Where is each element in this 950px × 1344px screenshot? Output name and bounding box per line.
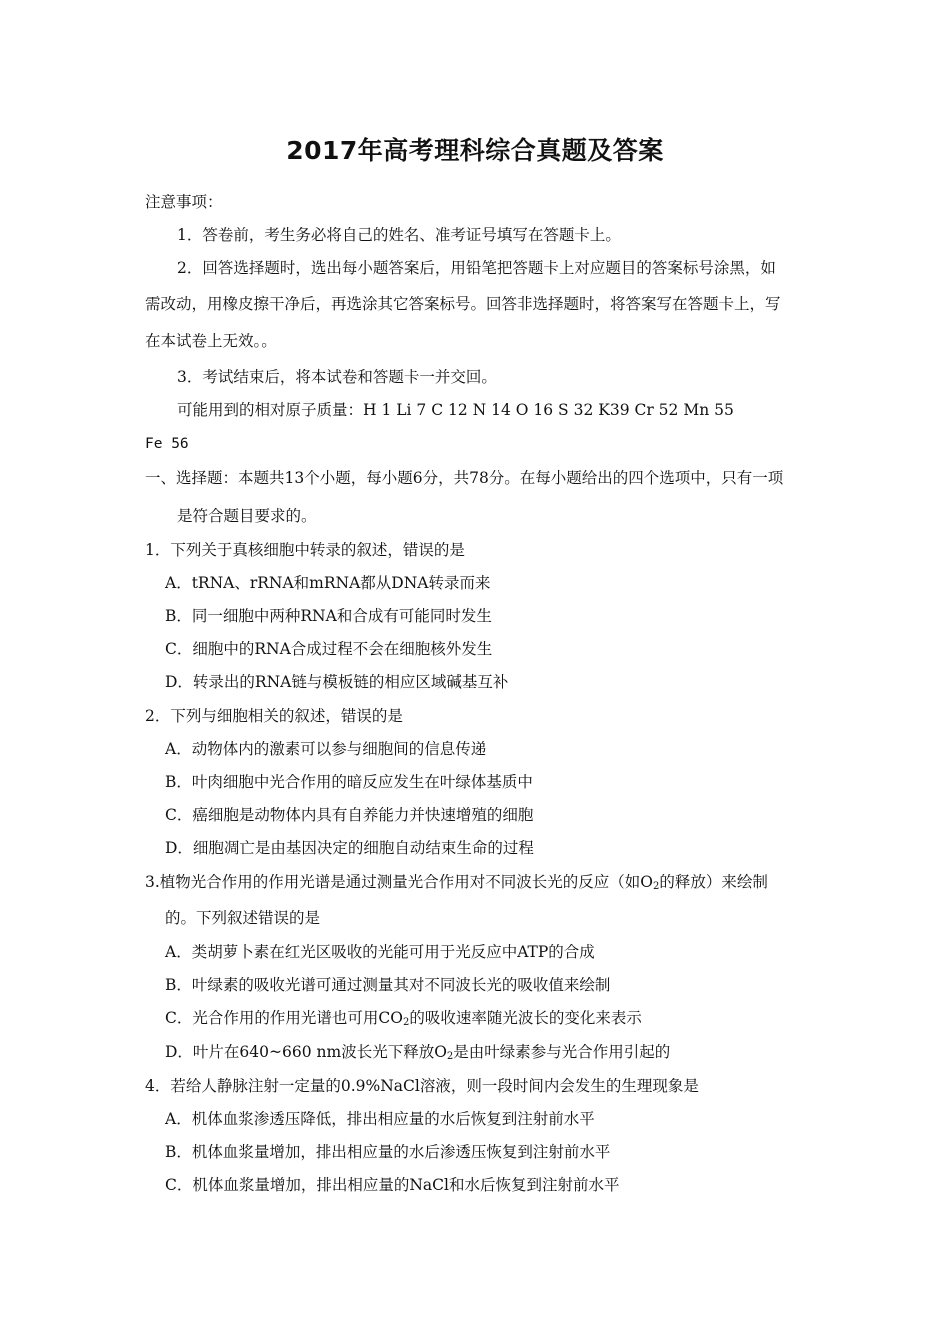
subscript-2: 2 — [653, 881, 660, 892]
question-3-option-d — [165, 1041, 670, 1063]
question-4-stem: 4．若给人静脉注射一定量的0.9%NaCl溶液，则一段时间内会发生的生理现象是 — [145, 1077, 699, 1095]
question-3-stem-text-end: 的释放）来绘制 — [659, 873, 768, 891]
question-3-option-b: B．叶绿素的吸收光谱可通过测量其对不同波长光的吸收值来绘制 — [165, 976, 611, 994]
subscript-2: 2 — [402, 1017, 410, 1028]
question-1-option-c: C．细胞中的RNA合成过程不会在细胞核外发生 — [165, 640, 493, 658]
atomic-mass-line-1: 可能用到的相对原子质量：H 1 Li 7 C 12 N 14 O 16 S 32 K39 Cr 52 Mn 55 — [177, 401, 734, 419]
notice-item-3: 3．考试结束后，将本试卷和答题卡一并交回。 — [177, 368, 497, 386]
question-1-option-d: D．转录出的RNA链与模板链的相应区域碱基互补 — [165, 673, 509, 691]
question-3-option-c-text: C．光合作用的作用光谱也可用CO — [165, 1009, 403, 1027]
question-2-option-d: D．细胞凋亡是由基因决定的细胞自动结束生命的过程 — [165, 839, 534, 857]
question-2-option-c: C．癌细胞是动物体内具有自养能力并快速增殖的细胞 — [165, 806, 534, 824]
question-3-option-d-text-end: 是由叶绿素参与光合作用引起的 — [453, 1043, 671, 1061]
question-4-option-a: A．机体血浆渗透压降低，排出相应量的水后恢复到注射前水平 — [165, 1110, 595, 1128]
notice-item-2-line-3: 在本试卷上无效。。 — [145, 332, 277, 350]
subscript-2: 2 — [446, 1051, 454, 1062]
question-3-option-c — [165, 1007, 642, 1029]
question-3-stem-text: 3.植物光合作用的作用光谱是通过测量光合作用对不同波长光的反应（如O — [145, 873, 653, 891]
question-3-stem-line-1 — [145, 871, 768, 893]
notice-item-1: 1．答卷前，考生务必将自己的姓名、准考证号填写在答题卡上。 — [177, 226, 621, 244]
question-4-option-b: B．机体血浆量增加，排出相应量的水后渗透压恢复到注射前水平 — [165, 1143, 611, 1161]
section-heading-line-2: 是符合题目要求的。 — [177, 507, 317, 525]
question-1-option-a: A．tRNA、rRNA和mRNA都从DNA转录而来 — [165, 574, 491, 592]
notice-heading: 注意事项： — [145, 193, 223, 211]
question-2-stem: 2．下列与细胞相关的叙述，错误的是 — [145, 707, 403, 725]
question-1-option-b: B．同一细胞中两种RNA和合成有可能同时发生 — [165, 607, 492, 625]
question-3-option-c-text-end: 的吸收速率随光波长的变化来表示 — [409, 1009, 642, 1027]
question-3-option-a: A．类胡萝卜素在红光区吸收的光能可用于光反应中ATP的合成 — [165, 943, 595, 961]
question-2-option-a: A．动物体内的激素可以参与细胞间的信息传递 — [165, 740, 487, 758]
atomic-mass-line-2: Fe 56 — [145, 436, 189, 452]
page-title: 2017年高考理科综合真题及答案 — [286, 136, 664, 165]
question-4-option-c: C．机体血浆量增加，排出相应量的NaCl和水后恢复到注射前水平 — [165, 1176, 620, 1194]
question-1-stem: 1．下列关于真核细胞中转录的叙述，错误的是 — [145, 541, 465, 559]
notice-item-2-line-2: 需改动，用橡皮擦干净后，再选涂其它答案标号。回答非选择题时，将答案写在答题卡上，写 — [145, 295, 781, 313]
section-heading-line-1: 一、选择题：本题共13个小题，每小题6分，共78分。在每小题给出的四个选项中，只有一项 — [145, 469, 784, 487]
question-2-option-b: B．叶肉细胞中光合作用的暗反应发生在叶绿体基质中 — [165, 773, 533, 791]
question-3-option-d-text: D．叶片在640~660 nm波长光下释放O — [165, 1043, 447, 1061]
question-3-stem-line-2: 的。下列叙述错误的是 — [165, 909, 321, 927]
notice-item-2-line-1: 2．回答选择题时，选出每小题答案后，用铅笔把答题卡上对应题目的答案标号涂黑，如 — [177, 259, 776, 277]
